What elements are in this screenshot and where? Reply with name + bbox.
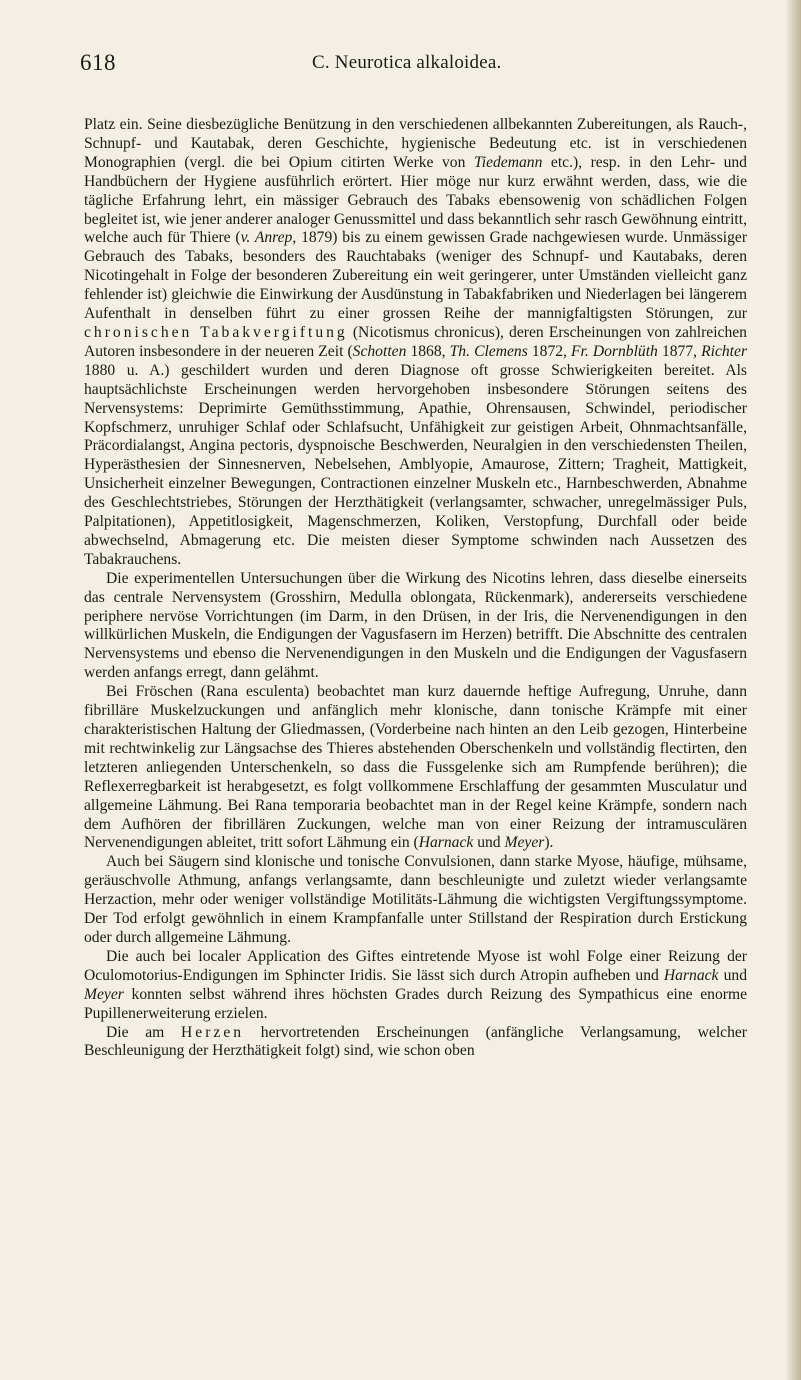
- page-edge-shadow: [785, 0, 801, 1380]
- italic-text: Meyer: [84, 985, 124, 1003]
- text-run: hervortretenden Erscheinungen (anfängliche Verlangsamung, welcher Beschleunigung der Herzthätigkeit folgt) sind, wie schon oben: [84, 1023, 747, 1060]
- running-title: C. Neurotica alkaloidea.: [312, 52, 502, 73]
- text-run: 1868,: [406, 342, 450, 360]
- text-run: 1872,: [527, 342, 572, 360]
- italic-text: Harnack: [663, 966, 719, 984]
- paragraph: [84, 1024, 747, 1062]
- page-number: 618: [80, 50, 116, 75]
- text-run: etc.), resp. in den Lehr- und Handbüchern der Hygiene ausführlich erörtert. Hier möge nur kurz erwähnt werden, dass, wie die tägliche Erfahrung lehrt, ein mässiger Gebrauch des Tabaks ebensowenig von schädlichen Folgen begleitet ist, wie jener anderer analoger Genussmittel und dass bekanntlich sehr rasch Gewöhnung eintritt, welche auch für Thiere (: [84, 153, 747, 247]
- italic-text: Harnack: [418, 834, 474, 852]
- text-run: Die auch bei localer Application des Giftes eintretende Myose ist wohl Folge einer Reizung der Oculomotorius-Endigungen im Sphincter Iridis. Sie lässt sich durch Atropin aufheben und: [84, 947, 747, 984]
- paragraph: [84, 570, 747, 683]
- italic-text: Th. Clemens: [449, 342, 528, 360]
- text-run: , 1879) bis zu einem gewissen Grade nachgewiesen wurde. Unmässiger Gebrauch des Tabaks, besonders des Rauchtabaks (weniger des Schnupf- und Kautabaks, deren Nicotingehalt in Folge der besonderen Zubereitung ein weit geringerer, unter Umständen vielleicht ganz fehlender ist) gleichwie die Einwirkung der Ausdünstung in Tabakfabriken und Niederlagen bei längerem Aufenthalt in denselben führt zu einer grossen Reihe der mannigfaltigsten Störungen, zur: [84, 229, 748, 323]
- spaced-text: Herzen: [181, 1023, 245, 1041]
- spaced-text: chronischen Tabakvergiftung: [84, 323, 348, 341]
- italic-text: Fr. Dornblüth: [571, 342, 658, 360]
- text-run: und: [718, 966, 747, 984]
- paragraph: [84, 683, 747, 853]
- text-run: Die am: [106, 1023, 182, 1041]
- text-run: konnten selbst während ihres höchsten Grades durch Reizung des Sympathicus eine enorme Pupillenerweiterung erzielen.: [84, 985, 747, 1022]
- text-run: ).: [544, 834, 554, 852]
- italic-text: Meyer: [504, 834, 545, 852]
- italic-text: Richter: [701, 342, 748, 360]
- paragraph: [84, 116, 747, 570]
- text-run: (Nicotismus chronicus), deren Erscheinungen von zahlreichen Autoren insbesondere in der neueren Zeit (: [84, 323, 747, 360]
- text-run: und: [473, 834, 505, 852]
- italic-text: Tiedemann: [473, 153, 543, 171]
- italic-text: v. Anrep: [240, 229, 293, 247]
- text-run: Bei Fröschen (Rana esculenta) beobachtet man kurz dauernde heftige Aufregung, Unruhe, dann fibrilläre Muskelzuckungen und anfänglich mehr klonische, dann tonische Krämpfe mit einer charakteristischen Haltung der Gliedmassen, (Vorderbeine nach hinten an den Leib gezogen, Hinterbeine mit rechtwinkelig zur Längsachse des Thieres abstehenden Oberschenkeln und vollständig flectirten, den letzteren anliegenden Unterschenkeln, so dass die Fussgelenke sich am Rumpfende berühren); die Reflexerregbarkeit ist herabgesetzt, es folgt vollkommene Erschlaffung der gesammten Musculatur und allgemeine Lähmung. Bei Rana temporaria beobachtet man in der Regel keine Krämpfe, sondern nach dem Aufhören der fibrillären Zuckungen, welche man von einer Reizung der intramusculären Nervenendigungen ableitet, tritt sofort Lähmung ein (: [84, 683, 747, 852]
- text-run: 1877,: [657, 342, 702, 360]
- running-header: [80, 50, 750, 76]
- body-text: [84, 116, 747, 1061]
- text-run: Auch bei Säugern sind klonische und tonische Convulsionen, dann starke Myose, häufige, mühsame, geräuschvolle Athmung, anfangs verlangsamte, dann beschleunigte und zuletzt wieder verlangsamte Herzaction, mehr oder weniger vollständige Motilitäts-Lähmung die wichtigsten Vergiftungssymptome. Der Tod erfolgt gewöhnlich in einem Krampfanfalle unter Stillstand der Respiration durch Erstickung oder durch allgemeine Lähmung.: [84, 853, 747, 946]
- italic-text: Schotten: [352, 342, 407, 360]
- text-run: 1880 u. A.) geschildert wurden und deren Diagnose oft grosse Schwierigkeiten bereitet. Als hauptsächlichste Erscheinungen werden hervorgehoben insbesondere Störungen seitens des Nervensystems: Deprimirte Gemüthsstimmung, Apathie, Ohrensausen, Schwindel, periodischer Kopfschmerz, unruhiger Schlaf oder Schlafsucht, Unfähigkeit zur geistigen Arbeit, Ohnmachtsanfälle, Präcordialangst, Angina pectoris, dyspnoische Beschwerden, Neuralgien in den verschiedensten Theilen, Hyperästhesien der Sinnesnerven, Nebelsehen, Amblyopie, Amaurose, Zittern; Tragheit, Mattigkeit, Unsicherheit einzelner Bewegungen, Contractionen einzelner Muskeln etc., Harnbeschwerden, Abnahme des Geschlechtstriebes, Störungen der Herzthätigkeit (verlangsamter, schwacher, unregelmässiger Puls, Palpitationen), Appetitlosigkeit, Magenschmerzen, Koliken, Verstopfung, Durchfall oder beide abwechselnd, Abmagerung etc. Die meisten dieser Symptome schwinden nach Aussetzen des Tabakrauchens.: [84, 361, 747, 568]
- text-run: Platz ein. Seine diesbezügliche Benützung in den verschiedenen allbekannten Zubereitungen, als Rauch-, Schnupf- und Kautabak, deren Geschichte, hygienische Bedeutung etc. ist in verschiedenen Monographien (vergl. die bei Opium citirten Werke von: [84, 116, 747, 171]
- text-run: Die experimentellen Untersuchungen über die Wirkung des Nicotins lehren, dass dieselbe einerseits das centrale Nervensystem (Grosshirn, Medulla oblongata, Rückenmark), andererseits verschiedene periphere nervöse Vorrichtungen (im Darm, in den Drüsen, in der Iris, die Nervenendigungen in den willkürlichen Muskeln, die Endigungen der Vagusfasern im Herzen) betrifft. Die Abschnitte des centralen Nervensystems und ebenso die Nervenendigungen in den Muskeln und die Endigungen der Vagusfasern werden anfangs erregt, dann gelähmt.: [84, 569, 747, 682]
- paragraph: [84, 948, 747, 1024]
- paragraph: [84, 853, 747, 948]
